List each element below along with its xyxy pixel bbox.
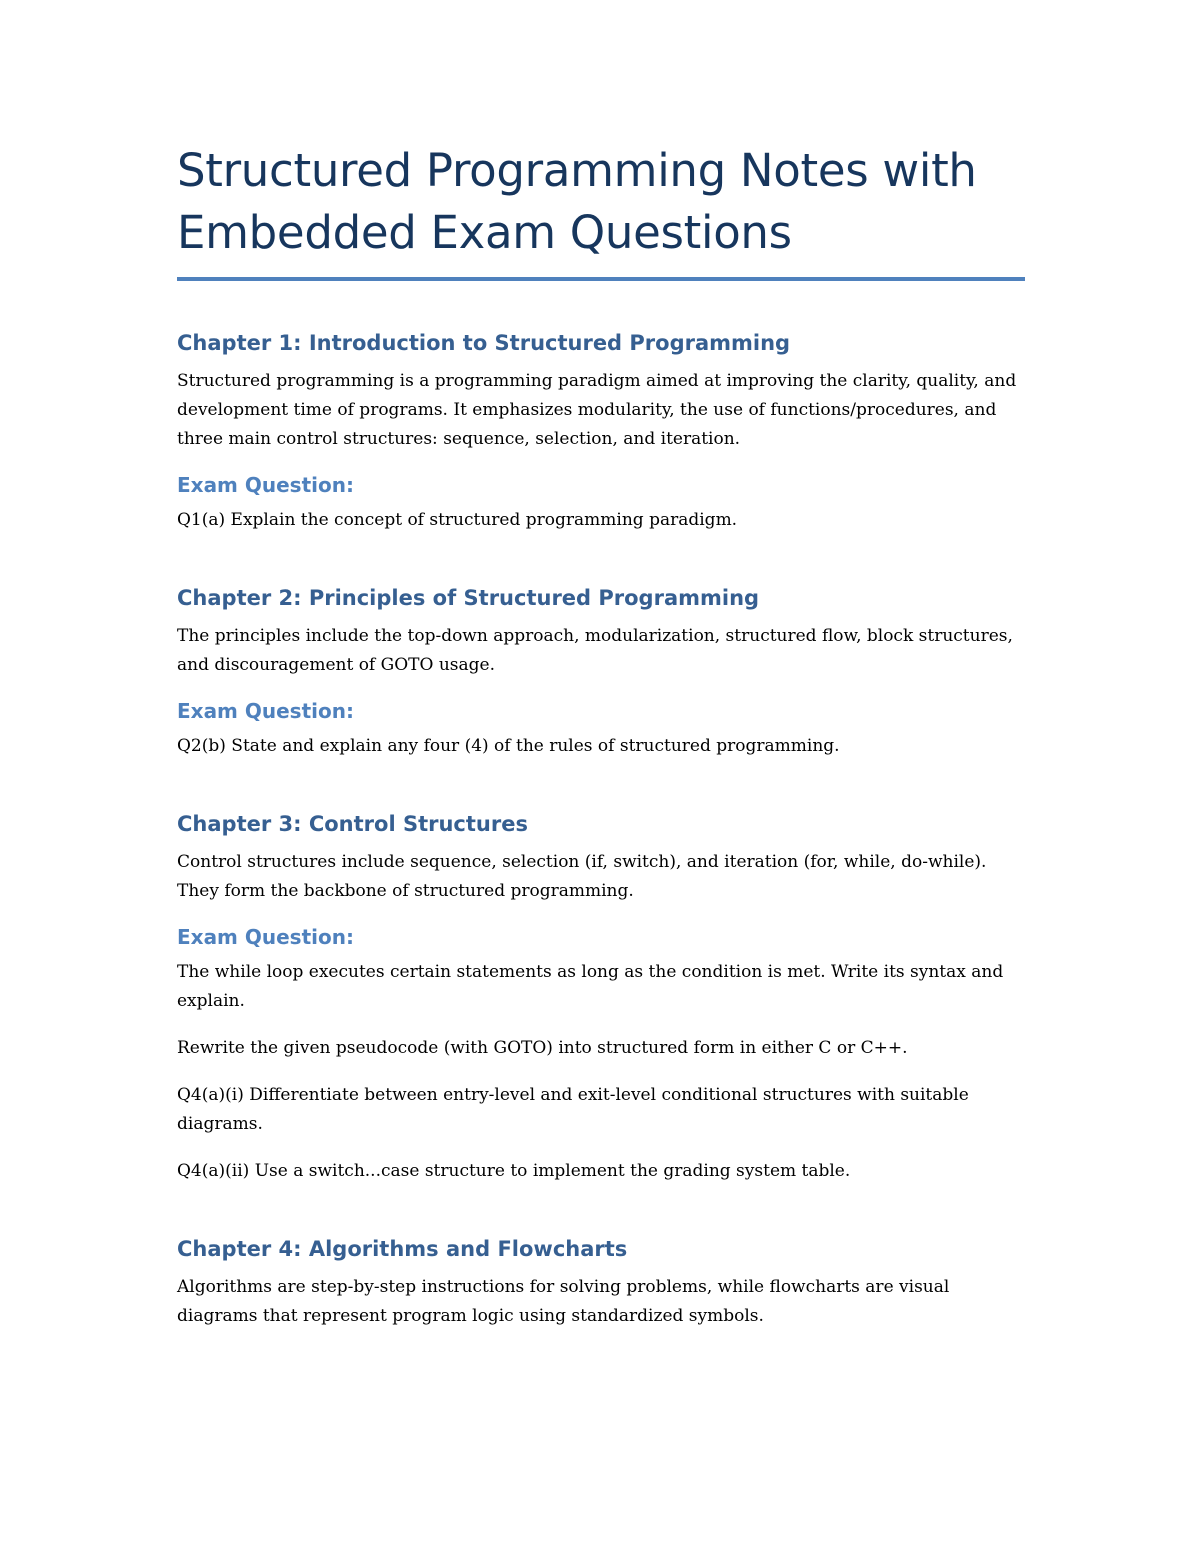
chapter-3-section bbox=[177, 810, 1027, 1186]
chapter-3-exam-heading: Exam Question: bbox=[177, 925, 354, 949]
chapter-3-question-2: Rewrite the given pseudocode (with GOTO) into structured form in either C or C++. bbox=[177, 1038, 908, 1058]
chapter-1-heading: Chapter 1: Introduction to Structured Programming bbox=[177, 331, 791, 355]
chapter-1-body: Structured programming is a programming paradigm aimed at improving the clarity, quality, and development time of programs. It emphasizes modularity, the use of functions/procedures, and three main control structures: sequence, selection, and iteration. bbox=[177, 371, 1017, 449]
chapter-3-body: Control structures include sequence, selection (if, switch), and iteration (for, while, do-while). They form the backbone of structured programming. bbox=[177, 852, 987, 901]
chapter-2-section bbox=[177, 584, 1027, 761]
document-title: Structured Programming Notes with Embedded Exam Questions bbox=[177, 144, 977, 259]
chapter-4-heading: Chapter 4: Algorithms and Flowcharts bbox=[177, 1237, 628, 1261]
chapter-3-question-3: Q4(a)(i) Differentiate between entry-level and exit-level conditional structures with suitable diagrams. bbox=[177, 1085, 969, 1134]
chapter-1-section bbox=[177, 329, 1027, 535]
chapter-1-question-1: Q1(a) Explain the concept of structured programming paradigm. bbox=[177, 510, 738, 530]
chapter-3-heading: Chapter 3: Control Structures bbox=[177, 812, 528, 836]
chapter-2-heading: Chapter 2: Principles of Structured Programming bbox=[177, 586, 760, 610]
chapter-3-question-4: Q4(a)(ii) Use a switch...case structure to implement the grading system table. bbox=[177, 1161, 851, 1181]
chapter-1-exam-heading: Exam Question: bbox=[177, 473, 354, 497]
chapter-2-question-1: Q2(b) State and explain any four (4) of the rules of structured programming. bbox=[177, 736, 840, 756]
chapter-3-question-1: The while loop executes certain statements as long as the condition is met. Write its syntax and explain. bbox=[177, 962, 1004, 1011]
document-page bbox=[177, 140, 1027, 1331]
title-underline-divider bbox=[177, 277, 1025, 281]
chapter-2-body: The principles include the top-down approach, modularization, structured flow, block structures, and discouragement of GOTO usage. bbox=[177, 626, 1013, 675]
chapter-4-section bbox=[177, 1235, 1027, 1331]
chapter-2-exam-heading: Exam Question: bbox=[177, 699, 354, 723]
chapter-4-body: Algorithms are step-by-step instructions for solving problems, while flowcharts are visual diagrams that represent program logic using standardized symbols. bbox=[177, 1277, 950, 1326]
